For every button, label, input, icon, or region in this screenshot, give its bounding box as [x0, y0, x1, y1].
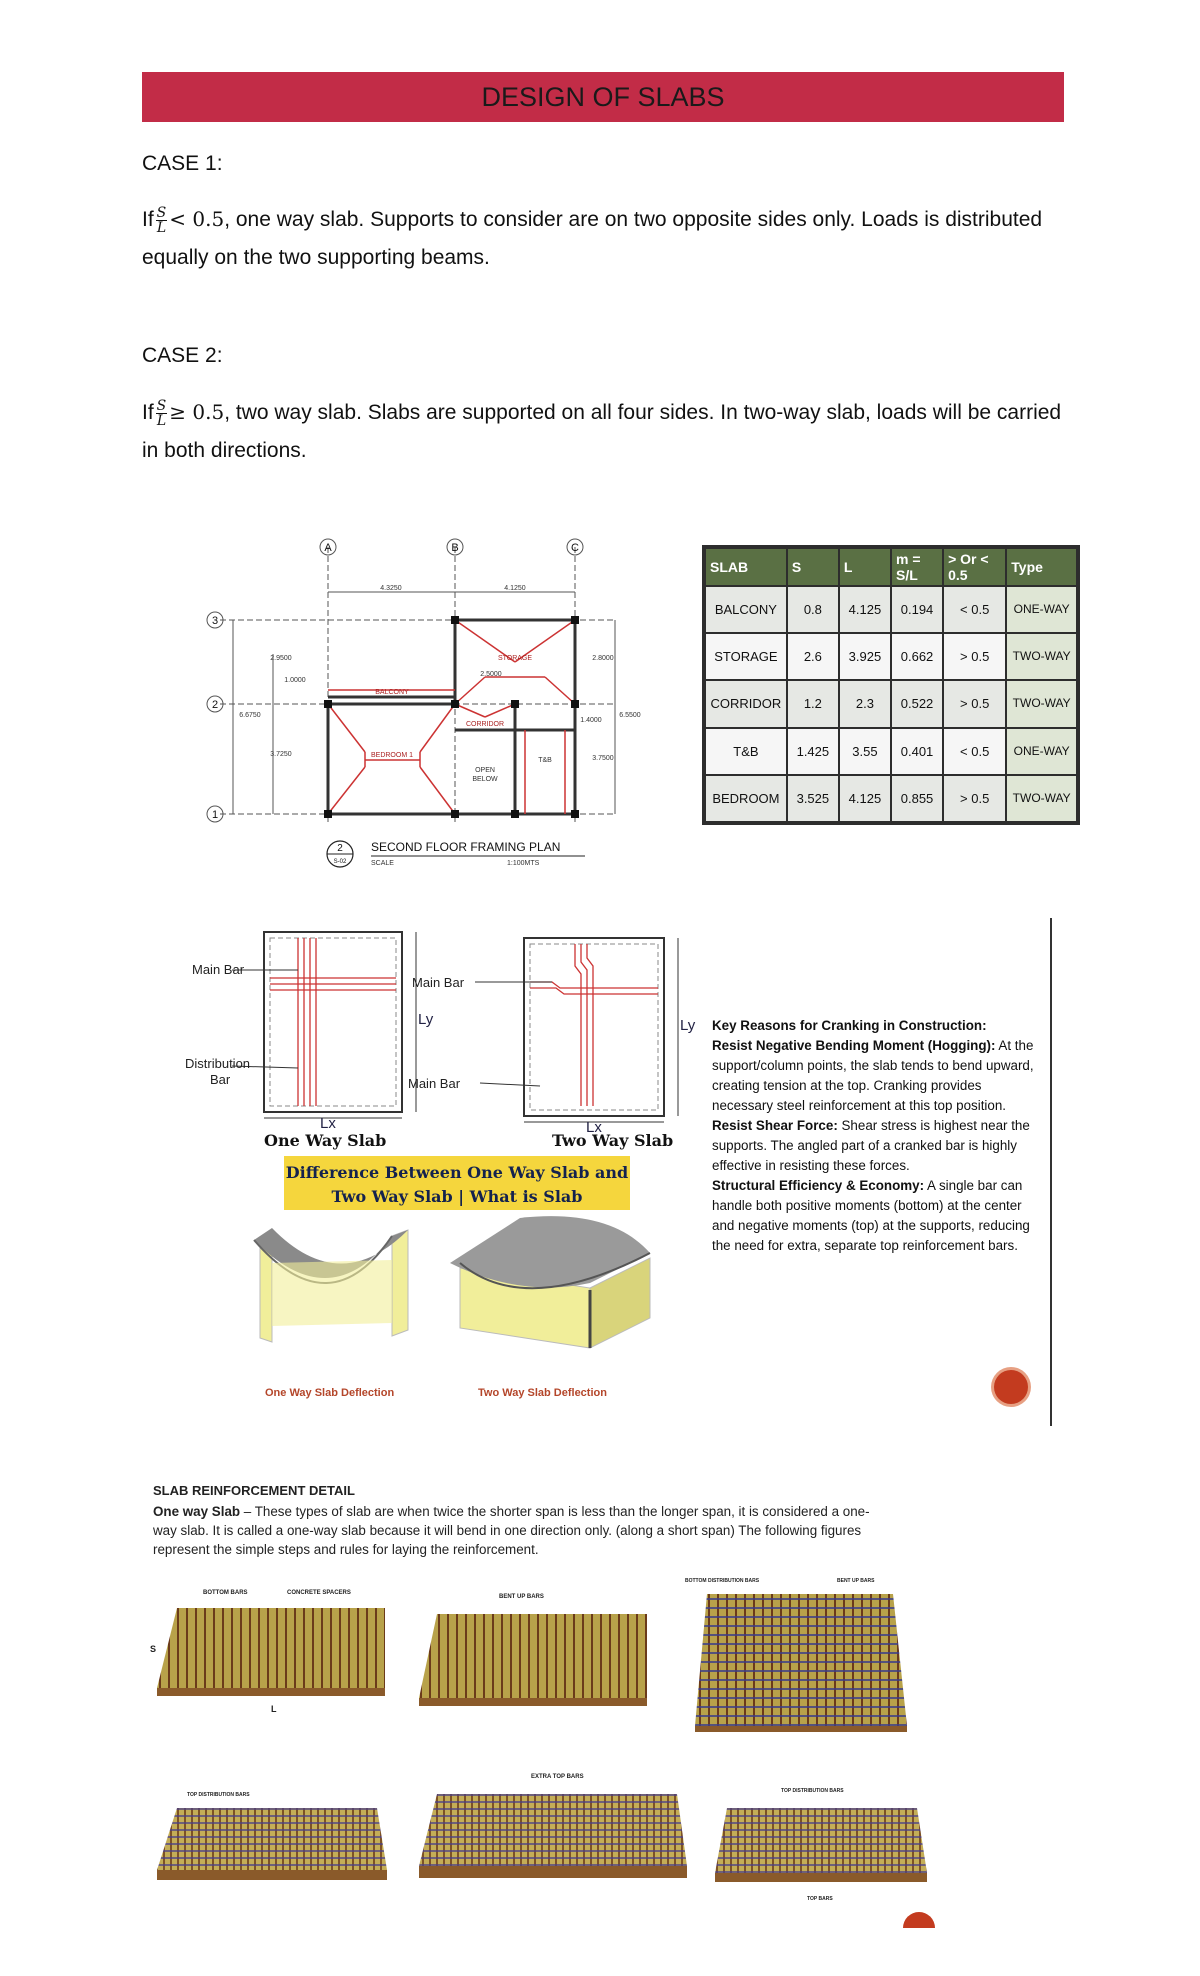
table-cell: 3.925: [839, 633, 891, 680]
main-bar-label-2: Main Bar: [412, 975, 465, 990]
detail-text: [153, 1502, 893, 1559]
case1-if: If: [142, 208, 154, 231]
two-way-deflection-caption: Two Way Slab Deflection: [478, 1387, 607, 1399]
lx-label-1: Lx: [320, 1115, 336, 1132]
label-bottom-distribution-bars: BOTTOM DISTRIBUTION BARS: [685, 1578, 760, 1584]
slab-table-panel: [702, 545, 1080, 825]
dim-right-2: 1.4000: [580, 717, 602, 724]
table-cell: STORAGE: [705, 633, 787, 680]
room-open: OPEN: [475, 767, 495, 774]
label-concrete-spacers: CONCRETE SPACERS: [287, 1590, 351, 1596]
table-cell: 0.662: [891, 633, 943, 680]
two-way-deflection-figure: [450, 1216, 650, 1348]
dim-left-3: 6.6750: [239, 712, 261, 719]
lx-label-2: Lx: [586, 1119, 602, 1136]
two-way-slab-caption: Two Way Slab: [552, 1131, 674, 1150]
grid-col-b: B: [451, 542, 459, 554]
banner-line-1: Difference Between One Way Slab and: [285, 1163, 629, 1182]
table-cell: ONE-WAY: [1006, 586, 1077, 633]
table-cell: 0.8: [787, 586, 839, 633]
slab-table: [704, 547, 1078, 823]
slab-comparison-diagram: [180, 918, 710, 1418]
label-bottom-bars: BOTTOM BARS: [203, 1590, 248, 1596]
grid-row-2: 2: [211, 699, 219, 711]
room-below: BELOW: [472, 776, 498, 783]
table-row: [705, 680, 1077, 727]
case2-if: If: [142, 401, 154, 424]
room-balcony: BALCONY: [375, 689, 409, 696]
figure-top-bars: [715, 1788, 927, 1902]
slide-bullet-icon: [994, 1370, 1028, 1404]
plan-number: 2: [337, 843, 343, 854]
plan-sheet: S-02: [333, 859, 347, 865]
one-way-deflection-figure: [254, 1228, 408, 1342]
table-row: [705, 586, 1077, 633]
reason-3-text: A single bar can handle both positive moments (bottom) at the center and negative moments (top) at the supports, reducing the need for extra, separate top reinforcement bars.: [712, 1178, 1030, 1253]
table-cell: 0.855: [891, 775, 943, 822]
grid-col-a: A: [324, 542, 332, 554]
table-cell: 0.194: [891, 586, 943, 633]
case1-text: [142, 200, 1062, 277]
detail-lead: One way Slab: [153, 1504, 241, 1519]
table-header: m = S/L: [891, 548, 943, 586]
table-header: > Or < 0.5: [943, 548, 1006, 586]
case1-label: CASE 1:: [142, 152, 223, 175]
table-cell: 4.125: [839, 775, 891, 822]
figure-bent-up-bars: [419, 1594, 647, 1706]
plan-scale-label: SCALE: [371, 860, 394, 867]
case2-frac-num: S: [156, 397, 167, 414]
case2-label: CASE 2:: [142, 344, 223, 367]
table-cell: 2.3: [839, 680, 891, 727]
room-corridor: CORRIDOR: [465, 721, 505, 728]
main-bar-label-3: Main Bar: [408, 1076, 461, 1091]
case1-body: , one way slab. Supports to consider are on two opposite sides only. Loads is distributed equally on the two supporting beams.: [142, 208, 1043, 269]
table-cell: 0.522: [891, 680, 943, 727]
reason-1-text: At the support/column points, the slab tends to bend upward, creating tension at the top. Cranking provides necessary steel reinforcement at this top position.: [712, 1038, 1034, 1113]
detail-title: SLAB REINFORCEMENT DETAIL: [153, 1483, 355, 1498]
distribution-bar-label-1: Distribution: [185, 1056, 251, 1071]
slide-bullet-icon-2: [903, 1912, 935, 1928]
cranking-reasons: [712, 1016, 1044, 1256]
dim-right-4: 3.7500: [592, 755, 614, 762]
case2-condition: ≥ 0.5: [169, 400, 225, 424]
figure-top-distribution: [157, 1792, 387, 1880]
figure-bottom-distribution: [685, 1578, 907, 1732]
table-cell: > 0.5: [943, 680, 1006, 727]
one-way-deflection-caption: One Way Slab Deflection: [265, 1387, 395, 1399]
ly-label-1: Ly: [418, 1011, 434, 1028]
table-cell: T&B: [705, 728, 787, 775]
dim-right-3: 6.5500: [619, 712, 641, 719]
label-bent-up-bars: BENT UP BARS: [499, 1594, 544, 1600]
table-row: [705, 775, 1077, 822]
banner-line-2: Two Way Slab | What is Slab: [331, 1187, 583, 1206]
label-bent-up-bars-2: BENT UP BARS: [837, 1578, 875, 1584]
table-cell: BALCONY: [705, 586, 787, 633]
dim-left-1: 2.9500: [270, 655, 292, 662]
room-storage: STORAGE: [497, 655, 533, 662]
case2-frac-den: L: [156, 412, 167, 429]
table-row: [705, 728, 1077, 775]
dim-left-4: 3.7250: [270, 751, 292, 758]
reason-3-title: Structural Efficiency & Economy:: [712, 1178, 925, 1193]
table-cell: TWO-WAY: [1006, 775, 1077, 822]
dim-top-2: 4.1250: [504, 585, 526, 592]
table-cell: 0.401: [891, 728, 943, 775]
case2-fraction: [156, 399, 168, 428]
slide-divider: [1050, 918, 1052, 1426]
table-header: L: [839, 548, 891, 586]
plan-title: SECOND FLOOR FRAMING PLAN: [371, 840, 561, 854]
table-cell: 2.6: [787, 633, 839, 680]
label-extra-top-bars: EXTRA TOP BARS: [531, 1774, 584, 1780]
framing-plan: [185, 532, 650, 882]
case2-text: [142, 393, 1062, 470]
table-cell: TWO-WAY: [1006, 633, 1077, 680]
dim-inner: 2.5000: [480, 671, 502, 678]
case1-fraction: [156, 206, 168, 235]
dim-right-1: 2.8000: [592, 655, 614, 662]
reason-2-text: Shear stress is highest near the supports. The angled part of a cranked bar is highly effective in resisting these forces.: [712, 1118, 1030, 1173]
case1-frac-num: S: [156, 204, 167, 221]
table-cell: 4.125: [839, 586, 891, 633]
dim-top-1: 4.3250: [380, 585, 402, 592]
grid-col-c: C: [571, 542, 579, 554]
table-cell: CORRIDOR: [705, 680, 787, 727]
figure-extra-top-bars: [419, 1774, 687, 1878]
table-header: SLAB: [705, 548, 787, 586]
distribution-bar-label-2: Bar: [210, 1072, 231, 1087]
table-header: S: [787, 548, 839, 586]
case1-frac-den: L: [156, 219, 167, 236]
reason-1-title: Resist Negative Bending Moment (Hogging):: [712, 1038, 996, 1053]
case2-body: , two way slab. Slabs are supported on all four sides. In two-way slab, loads will be carried in both directions.: [142, 401, 1062, 462]
reasons-heading: Key Reasons for Cranking in Construction:: [712, 1018, 987, 1033]
table-cell: > 0.5: [943, 633, 1006, 680]
label-top-distribution-bars-2: TOP DISTRIBUTION BARS: [781, 1788, 844, 1794]
room-bedroom: BEDROOM 1: [370, 752, 414, 759]
main-bar-label-1: Main Bar: [192, 962, 245, 977]
room-tb: T&B: [538, 757, 552, 764]
label-s: S: [150, 1644, 157, 1654]
table-cell: 3.525: [787, 775, 839, 822]
plan-scale-value: 1:100MTS: [507, 860, 540, 867]
grid-row-1: 1: [211, 809, 219, 821]
ly-label-2: Ly: [680, 1017, 696, 1034]
table-header-row: [705, 548, 1077, 586]
table-cell: 1.2: [787, 680, 839, 727]
grid-row-3: 3: [211, 615, 219, 627]
table-cell: < 0.5: [943, 586, 1006, 633]
table-cell: < 0.5: [943, 728, 1006, 775]
reason-2-title: Resist Shear Force:: [712, 1118, 838, 1133]
label-top-distribution-bars: TOP DISTRIBUTION BARS: [187, 1792, 250, 1798]
figure-bottom-bars: [150, 1590, 385, 1714]
table-cell: 3.55: [839, 728, 891, 775]
table-header: Type: [1006, 548, 1077, 586]
one-way-slab-caption: One Way Slab: [264, 1131, 387, 1150]
table-cell: 1.425: [787, 728, 839, 775]
table-row: [705, 633, 1077, 680]
table-cell: ONE-WAY: [1006, 728, 1077, 775]
case1-condition: < 0.5: [169, 207, 225, 231]
title-bar: [142, 72, 1064, 122]
label-top-bars: TOP BARS: [807, 1896, 833, 1902]
table-cell: TWO-WAY: [1006, 680, 1077, 727]
detail-body: – These types of slab are when twice the shorter span is less than the longer span, it is considered a one-way slab. It is called a one-way slab because it will bend in one direction only. (along a short span) The following figures represent the simple steps and rules for laying the reinforcement.: [153, 1504, 870, 1557]
label-l: L: [271, 1704, 277, 1714]
page-title: DESIGN OF SLABS: [481, 82, 725, 112]
table-cell: > 0.5: [943, 775, 1006, 822]
reinforcement-figures: [147, 1568, 937, 1928]
dim-left-2: 1.0000: [284, 677, 306, 684]
table-cell: BEDROOM: [705, 775, 787, 822]
